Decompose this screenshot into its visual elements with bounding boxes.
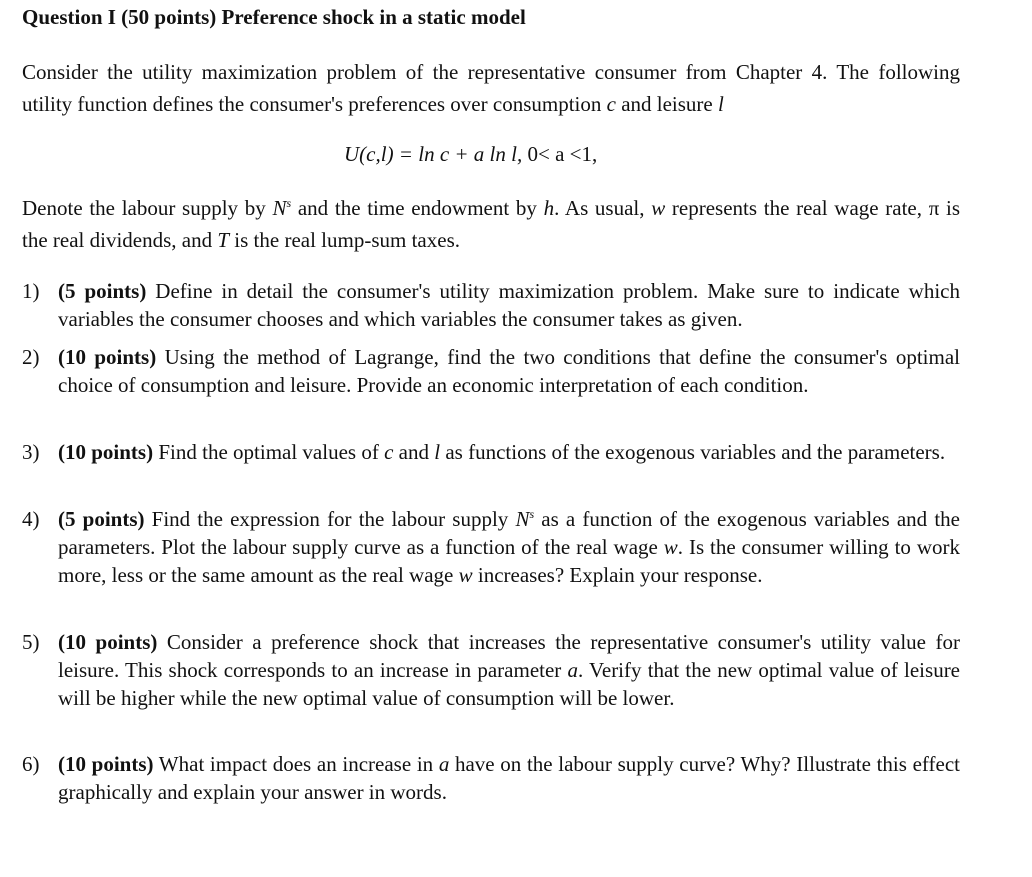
item-text: Using the method of Lagrange, find the two conditions that define the consumer's optimal choice of consumption and leisure. Provide an economic interpretation of each condition. [58, 345, 960, 397]
item-text: have on the labour supply curve? Why? Illustrate this effect graphically and explain your answer in words. [58, 752, 960, 804]
item-number: 4) [22, 507, 40, 531]
item-points: (10 points) [58, 752, 154, 776]
var-h: h [543, 196, 555, 220]
item-number: 3) [22, 440, 40, 464]
var-ns [272, 196, 291, 220]
var-l: l [434, 440, 441, 464]
item-text: Find the expression for the labour supply [144, 507, 516, 531]
notation-text-3: . As usual, [554, 196, 652, 220]
item-text: Define in detail the consumer's utility maximization problem. Make sure to indicate which variables the consumer chooses and which variables the consumer takes as given. [58, 279, 960, 331]
notation-paragraph [22, 192, 960, 256]
notation-text-4: represents the real wage rate, π is the real dividends, and [22, 196, 961, 252]
equation-lhs: U(c,l) = [344, 142, 419, 166]
var-w: w [663, 535, 678, 559]
var-w: w [651, 196, 666, 220]
var-c: c [384, 440, 394, 464]
notation-text-1: Denote the labour supply by [22, 196, 273, 220]
var-l: l [718, 92, 724, 116]
item-text: and [393, 440, 435, 464]
intro-paragraph [22, 56, 960, 120]
item-text: as a function of the exogenous variables and the parameters. Plot the labour supply curve as a function of the real wage [58, 507, 960, 559]
item-points: (5 points) [58, 279, 147, 303]
equation-constraint: 0< a <1, [522, 142, 598, 166]
var-ns-sup: s [529, 507, 535, 521]
item-text: Consider a preference shock that increases the representative consumer's utility value for leisure. This shock corresponds to an increase in parameter [58, 630, 960, 682]
item-text: Find the optimal values of [153, 440, 385, 464]
question-title: Question I (50 points) Preference shock in a static model [22, 5, 526, 29]
notation-text-5: is the real lump-sum taxes. [229, 228, 460, 252]
question-item-3 [22, 438, 960, 466]
equation-rhs: ln c + a ln l, [418, 142, 523, 166]
item-text: . Is the consumer willing to work more, less or the same amount as the real wage [58, 535, 960, 587]
item-points: (5 points) [58, 507, 145, 531]
var-T: T [217, 228, 230, 252]
question-item-4 [22, 505, 960, 589]
question-item-2 [22, 343, 960, 399]
item-number: 6) [22, 752, 40, 776]
item-points: (10 points) [58, 630, 158, 654]
question-item-6 [22, 750, 960, 806]
var-c: c [606, 92, 616, 116]
item-text: . Verify that the new optimal value of leisure will be higher while the new optimal value of consumption will be lower. [58, 658, 961, 710]
var-ns-base: N [272, 196, 287, 220]
notation-text-2: and the time endowment by [291, 196, 544, 220]
item-points: (10 points) [58, 345, 157, 369]
item-points: (10 points) [58, 440, 154, 464]
var-w: w [458, 563, 473, 587]
var-a: a [438, 752, 450, 776]
question-item-5 [22, 628, 960, 712]
question-item-1 [22, 277, 960, 333]
item-number: 1) [22, 279, 40, 303]
var-a: a [567, 658, 578, 682]
intro-mid: and leisure [615, 92, 718, 116]
var-ns-sup: s [286, 196, 292, 210]
item-text: increases? Explain your response. [472, 563, 763, 587]
intro-text: Consider the utility maximization problem of the representative consumer from Chapter 4. The following utility function defines the consumer's preferences over consumption [22, 60, 960, 116]
item-number: 2) [22, 345, 40, 369]
item-text: as functions of the exogenous variables and the parameters. [440, 440, 946, 464]
var-ns [515, 507, 534, 531]
item-number: 5) [22, 630, 40, 654]
item-text: What impact does an increase in [153, 752, 439, 776]
utility-equation [344, 142, 597, 167]
var-ns-base: N [515, 507, 530, 531]
